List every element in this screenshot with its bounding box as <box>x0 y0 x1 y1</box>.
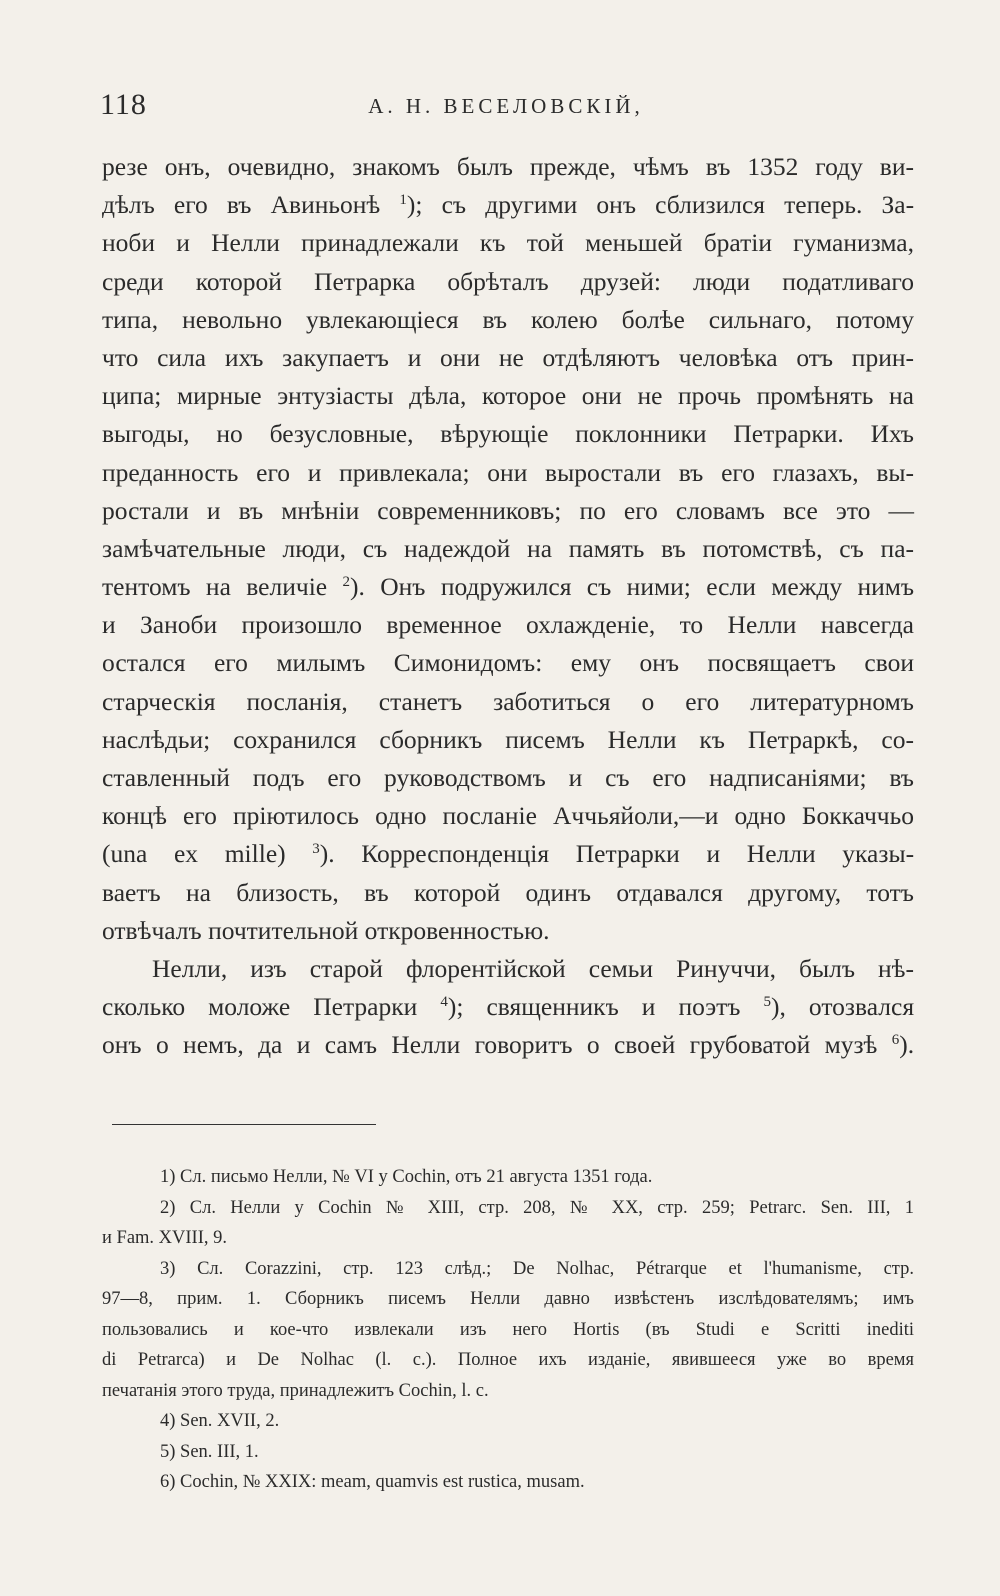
footnote-line: печатанія этого труда, принадлежитъ Cochin, l. c. <box>102 1380 489 1401</box>
footnote-line: 1) Сл. письмо Нелли, № VI у Cochin, отъ 21 августа 1351 года. <box>160 1167 653 1187</box>
footnote-line: di Petrarca) и De Nolhac (l. c.). Полное ихъ изданіе, явившееся уже во время <box>102 1350 914 1370</box>
footnote-line: 5) Sen. III, 1. <box>160 1441 259 1462</box>
body-line: ваетъ на близость, въ которой одинъ отдавался другому, тотъ <box>102 877 914 907</box>
body-line: замѣчательные люди, съ надеждой на память въ потомствѣ, съ па- <box>102 533 914 563</box>
footnote-line: 4) Sen. XVII, 2. <box>160 1411 280 1431</box>
body-line: ноби и Нелли принадлежали къ той меньшей братіи гуманизма, <box>102 228 914 258</box>
body-line: выгоды, но безусловные, вѣрующіе поклонники Петрарки. Ихъ <box>102 419 914 449</box>
body-line: остался его милымъ Симонидомъ: ему онъ посвящаетъ свои <box>102 648 914 678</box>
footnote-ref: 3 <box>312 841 320 858</box>
footnote-ref: 1 <box>399 192 407 209</box>
body-line: ростали и въ мнѣніи современниковъ; по его словамъ все это — <box>102 495 914 525</box>
body-line: онъ о немъ, да и самъ Нелли говоритъ о своей грубоватой музѣ $^6$). <box>102 1030 915 1060</box>
body-line: среди которой Петрарка обрѣталъ друзей: люди податливаго <box>102 266 914 296</box>
footnote-ref: 6 <box>891 1032 900 1049</box>
body-line: концѣ его пріютилось одно посланіе Аччьяйоли,—и одно Боккаччьо <box>102 801 914 831</box>
body-line: ставленный подъ его руководствомъ и съ его надписаніями; въ <box>102 763 914 792</box>
footnote-line: пользовались и кое-что извлекали изъ него Hortis (въ Studi e Scritti inediti <box>102 1319 914 1340</box>
body-text <box>102 148 914 1065</box>
footnote-line: 6) Cochin, № XXIX: meam, quamvis est rustica, musam. <box>160 1472 585 1492</box>
footnote-ref: 2 <box>342 574 350 591</box>
footnote-divider <box>112 1124 376 1125</box>
body-line: Нелли, изъ старой флорентійской семьи Ринуччи, былъ нѣ- <box>152 953 914 983</box>
footnote-line: 97—8, прим. 1. Сборникъ писемъ Нелли давно извѣстенъ изслѣдователямъ; имъ <box>102 1289 914 1309</box>
body-line: (una ex mille) $^3$). Корреспонденція Петрарки и Нелли указы- <box>102 839 915 869</box>
footnote-ref: 4 <box>440 994 448 1011</box>
footnote-line: и Fam. XVIII, 9. <box>102 1228 227 1248</box>
footnotes <box>102 1162 914 1498</box>
footnote-line: 3) Сл. Corazzini, стр. 123 слѣд.; De Nolhac, Pétrarque et l'humanisme, стр. <box>160 1258 914 1279</box>
body-line: сколько моложе Петрарки $^4$); священникъ и поэтъ $^5$), отозвался <box>102 992 915 1022</box>
body-line: что сила ихъ закупаетъ и они не отдѣляютъ человѣка отъ прин- <box>102 342 914 372</box>
body-line: и Заноби произошло временное охлажденіе, то Нелли навсегда <box>102 610 914 640</box>
footnote-ref: 5 <box>763 994 772 1011</box>
body-line: старческія посланія, станетъ заботиться о его литературномъ <box>102 686 914 716</box>
body-line: дѣлъ его въ Авиньонѣ $^1$); съ другими онъ сблизился теперь. За- <box>102 190 915 220</box>
body-line: отвѣчалъ почтительной откровенностью. <box>102 915 550 945</box>
body-line: тентомъ на величіе $^2$). Онъ подружился съ ними; если между нимъ <box>102 572 915 602</box>
page-number: 118 <box>100 88 147 121</box>
footnote-line: 2) Сл. Нелли у Cochin № XIII, стр. 208, № XX, стр. 259; Petrarc. Sen. III, 1 <box>160 1197 914 1218</box>
running-head <box>100 88 912 128</box>
body-line: преданность его и привлекала; они выростали въ его глазахъ, вы- <box>102 457 914 487</box>
running-head-author: А. Н. ВЕСЕЛОВСКІЙ, <box>368 94 644 118</box>
body-line: типа, невольно увлекающіеся въ колею болѣе сильнаго, потому <box>102 304 914 334</box>
body-line: резе онъ, очевидно, знакомъ былъ прежде, чѣмъ въ 1352 году ви- <box>102 152 914 181</box>
body-line: ципа; мирные энтузіасты дѣла, которое они не прочь промѣнять на <box>102 381 914 411</box>
body-line: наслѣдьи; сохранился сборникъ писемъ Нелли къ Петраркѣ, со- <box>102 724 914 754</box>
